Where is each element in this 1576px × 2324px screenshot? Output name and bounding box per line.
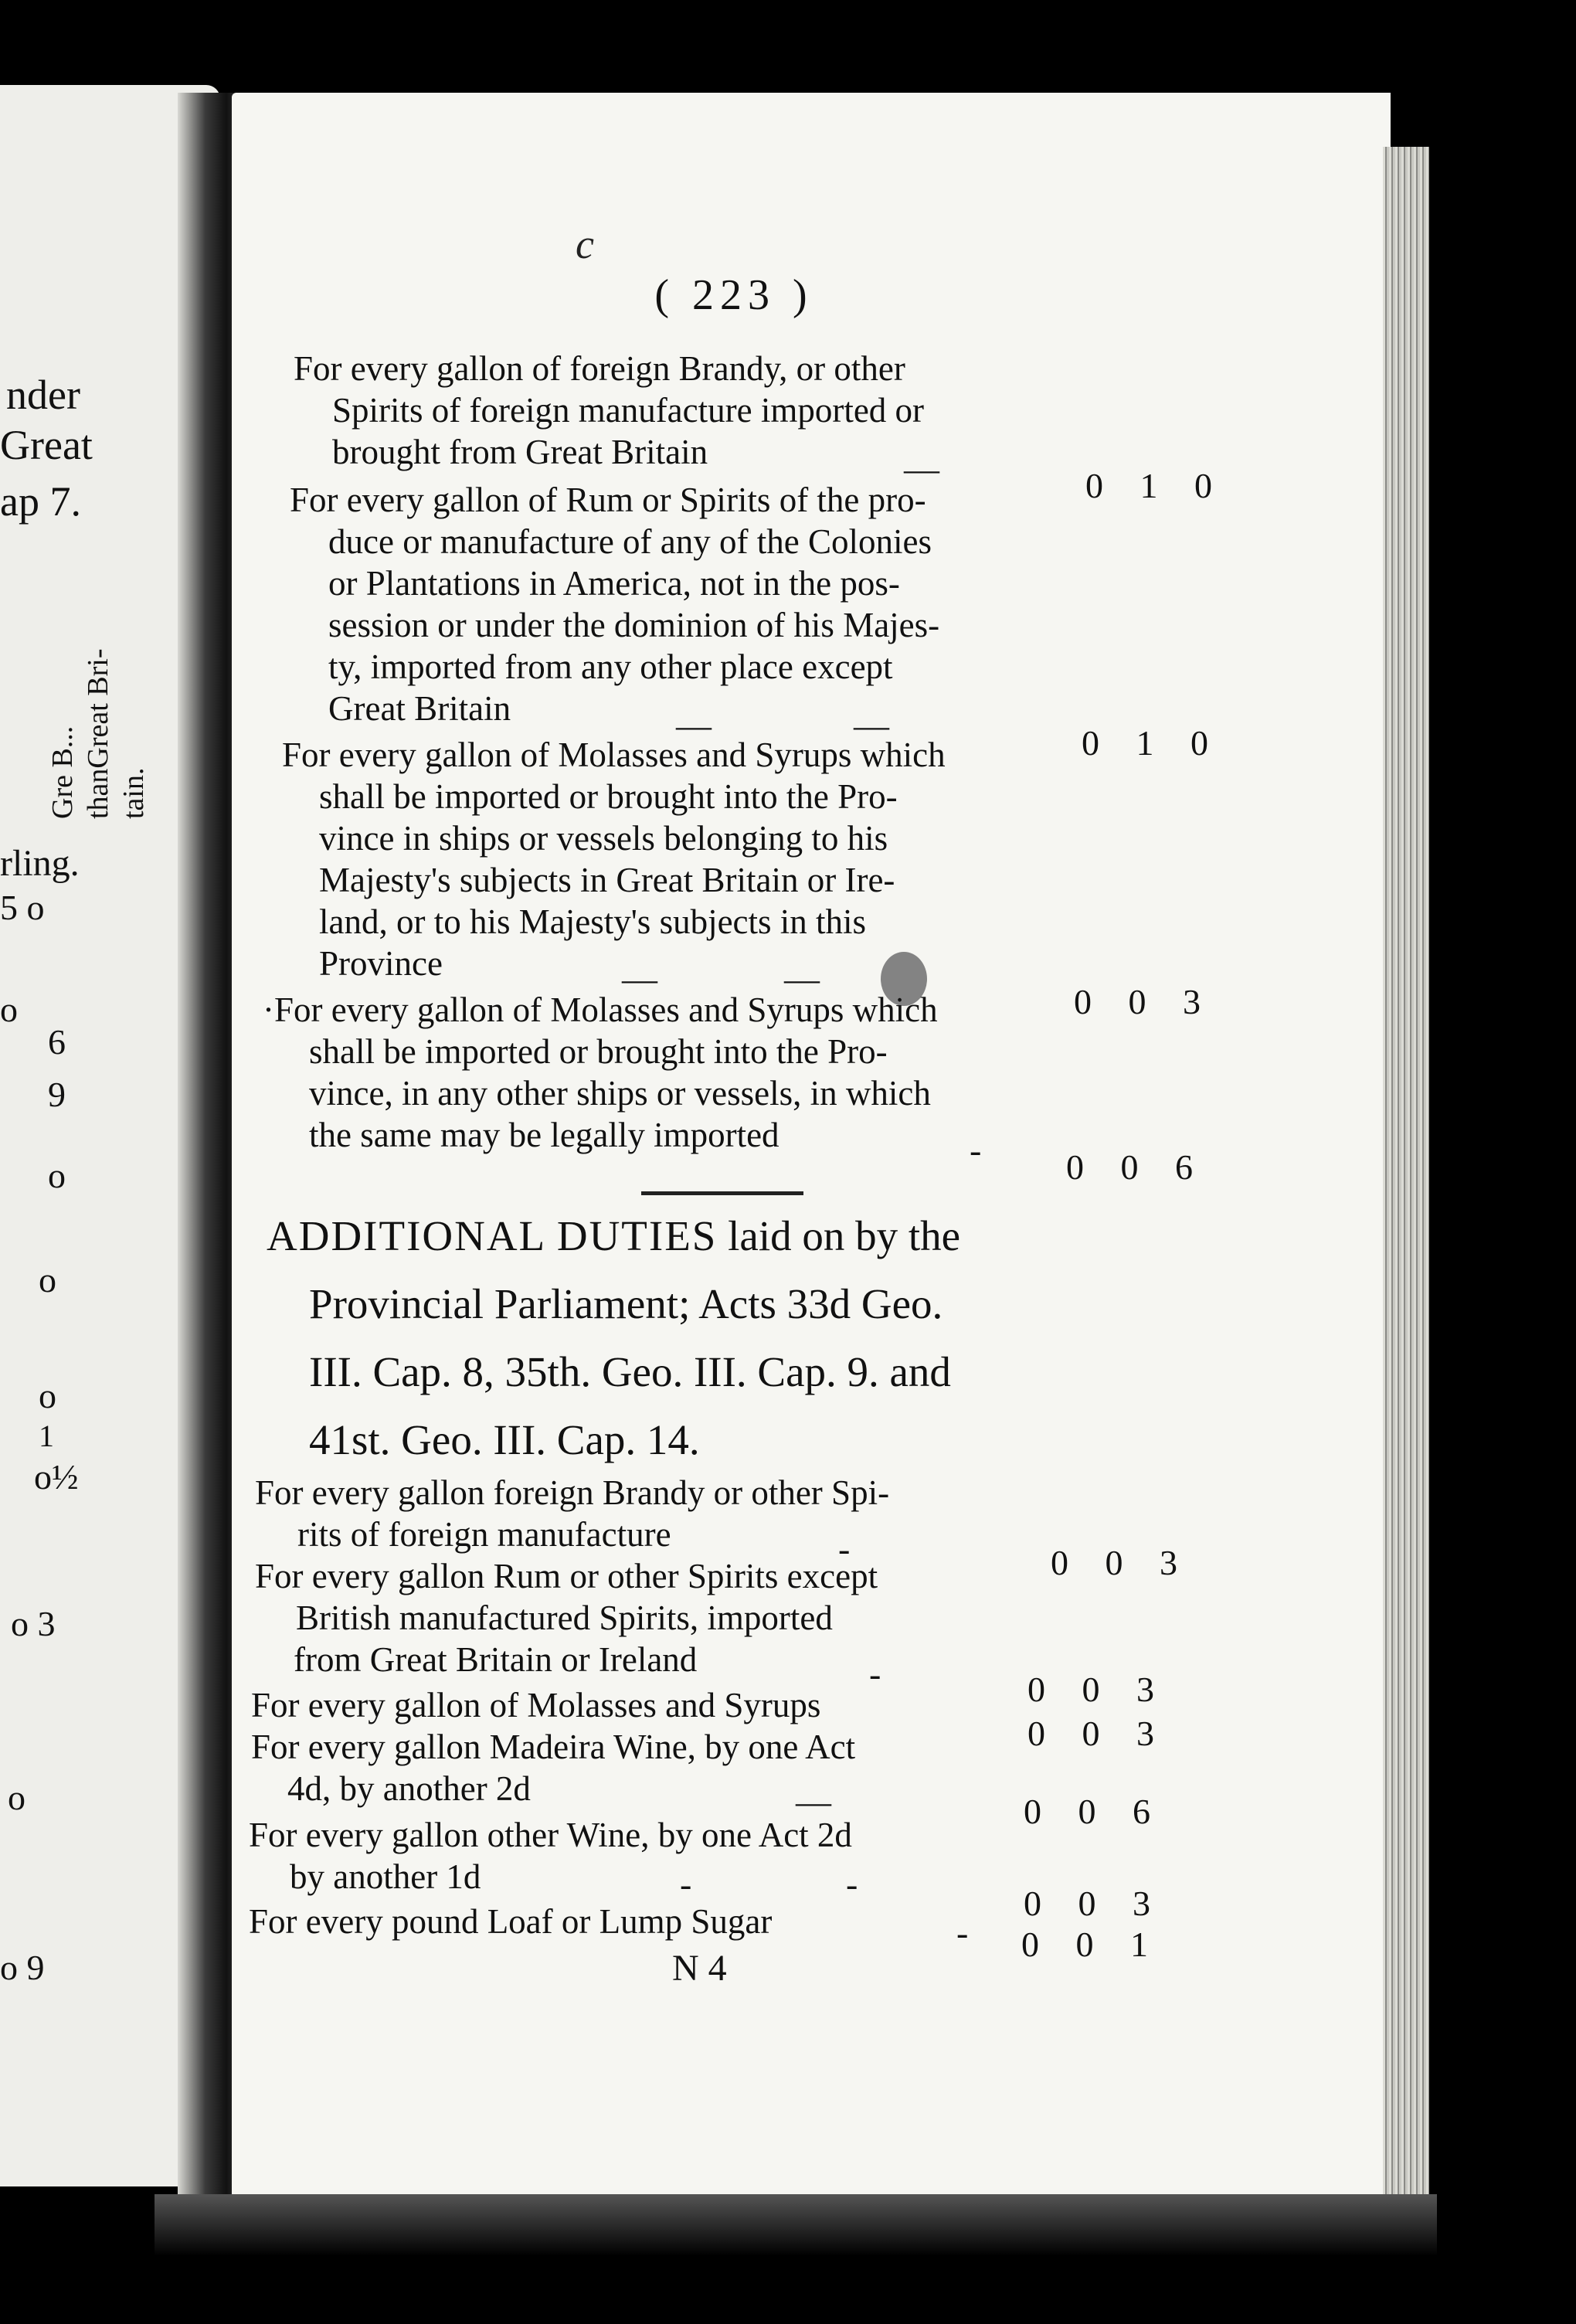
left-rotated-note <box>45 648 151 819</box>
leader-dash: — <box>796 1782 831 1821</box>
leader-dash: — <box>904 449 939 488</box>
leader-dash: - <box>846 1864 858 1904</box>
bottom-shadow <box>155 2194 1437 2256</box>
duty-amount: 0 1 0 <box>1082 723 1222 763</box>
entry-line: For every pound Loaf or Lump Sugar <box>249 1902 773 1941</box>
left-number: 5 o <box>0 888 45 927</box>
entry-line: vince, in any other ships or vessels, in which <box>309 1074 931 1113</box>
entry-line: rits of foreign manufacture <box>297 1515 671 1554</box>
entry-line: ·For every gallon of Molasses and Syrups which <box>263 990 938 1029</box>
entry-line: For every gallon foreign Brandy or other Spi- <box>255 1473 890 1512</box>
section-rule <box>641 1191 803 1195</box>
left-number: 9 <box>48 1075 66 1114</box>
entry-line: or Plantations in America, not in the pos- <box>328 564 900 603</box>
leader-dash: - <box>956 1913 969 1952</box>
leader-dash: — <box>676 705 712 745</box>
left-line: Great <box>0 422 93 468</box>
left-line: nder <box>6 372 80 418</box>
left-number: o½ <box>34 1457 79 1497</box>
duty-amount: 0 0 3 <box>1027 1714 1168 1753</box>
leader-dash: - <box>970 1130 982 1170</box>
duty-amount: 0 0 6 <box>1024 1792 1164 1831</box>
entry-line: shall be imported or brought into the Pro- <box>309 1032 888 1071</box>
heading-caps: ADDITIONAL DUTIES <box>267 1212 718 1259</box>
page-edges <box>1383 147 1429 2217</box>
section-heading <box>267 1213 960 1259</box>
entry-line: For every gallon of Rum or Spirits of the pro- <box>290 481 926 519</box>
left-line: ap 7. <box>0 478 81 525</box>
entry-line: 4d, by another 2d <box>287 1769 531 1808</box>
leader-dash: - <box>869 1654 881 1694</box>
entry-line: duce or manufacture of any of the Colonies <box>328 522 932 561</box>
duty-amount: 0 0 3 <box>1024 1884 1164 1923</box>
left-number: o 3 <box>11 1604 56 1643</box>
entry-line: shall be imported or brought into the Pro- <box>319 777 898 816</box>
entry-line: For every gallon Rum or other Spirits except <box>255 1557 878 1595</box>
entry-line: Province <box>319 944 443 983</box>
duty-amount: 0 0 3 <box>1051 1543 1191 1582</box>
entry-line: brought from Great Britain <box>332 433 708 471</box>
left-rotated-line: tain. <box>117 767 150 819</box>
duty-amount: 0 0 3 <box>1027 1670 1168 1709</box>
leader-dash: — <box>784 959 820 998</box>
entry-line: For every gallon other Wine, by one Act 2d <box>249 1816 852 1854</box>
heading-line: III. Cap. 8, 35th. Geo. III. Cap. 9. and <box>309 1348 951 1395</box>
entry-line: British manufactured Spirits, imported <box>296 1599 833 1637</box>
entry-line: For every gallon of foreign Brandy, or other <box>294 349 905 388</box>
page-number: ( 223 ) <box>654 271 813 319</box>
entry-line: For every gallon of Molasses and Syrups which <box>282 736 946 774</box>
duty-amount: 0 0 6 <box>1066 1147 1207 1187</box>
leader-dash: - <box>680 1864 692 1904</box>
entry-line: ty, imported from any other place except <box>328 647 893 686</box>
entry-line: For every gallon Madeira Wine, by one Act <box>251 1728 856 1766</box>
entry-line: session or under the dominion of his Majes- <box>328 606 940 644</box>
entry-line: by another 1d <box>290 1857 481 1896</box>
entry-line: Spirits of foreign manufacture imported or <box>332 391 925 430</box>
entry-line: vince in ships or vessels belonging to his <box>319 819 888 858</box>
heading-line: 41st. Geo. III. Cap. 14. <box>309 1416 700 1463</box>
left-rotated-line: thanGreat Bri- <box>82 648 114 819</box>
left-number: o <box>48 1156 66 1195</box>
leader-dash: — <box>854 705 889 745</box>
entry-line: For every gallon of Molasses and Syrups <box>251 1686 821 1724</box>
duty-amount: 0 0 3 <box>1074 982 1214 1021</box>
left-number: o 9 <box>0 1948 45 1987</box>
left-rotated-line: Gre B... <box>46 725 79 819</box>
left-number: 1 <box>39 1419 54 1453</box>
left-number: o <box>39 1260 56 1300</box>
entry-line: the same may be legally imported <box>309 1116 780 1154</box>
heading-line: Provincial Parliament; Acts 33d Geo. <box>309 1280 943 1327</box>
duty-amount: 0 0 1 <box>1021 1925 1162 1964</box>
entry-line: Majesty's subjects in Great Britain or Ire- <box>319 861 895 899</box>
duty-amount: 0 1 0 <box>1085 466 1226 505</box>
left-number: 6 <box>48 1022 66 1062</box>
entry-line: land, or to his Majesty's subjects in this <box>319 902 867 941</box>
signature-mark: N 4 <box>672 1948 727 1989</box>
left-number: o <box>8 1778 25 1817</box>
heading-rest: laid on by the <box>728 1212 961 1259</box>
leader-dash: - <box>838 1529 851 1568</box>
leader-dash: — <box>622 959 657 998</box>
entry-line: from Great Britain or Ireland <box>294 1640 698 1679</box>
pencil-mark: c <box>576 221 594 267</box>
left-number: o <box>0 990 18 1029</box>
left-line: rling. <box>0 843 80 884</box>
entry-line: Great Britain <box>328 689 511 728</box>
left-number: o <box>39 1376 56 1415</box>
